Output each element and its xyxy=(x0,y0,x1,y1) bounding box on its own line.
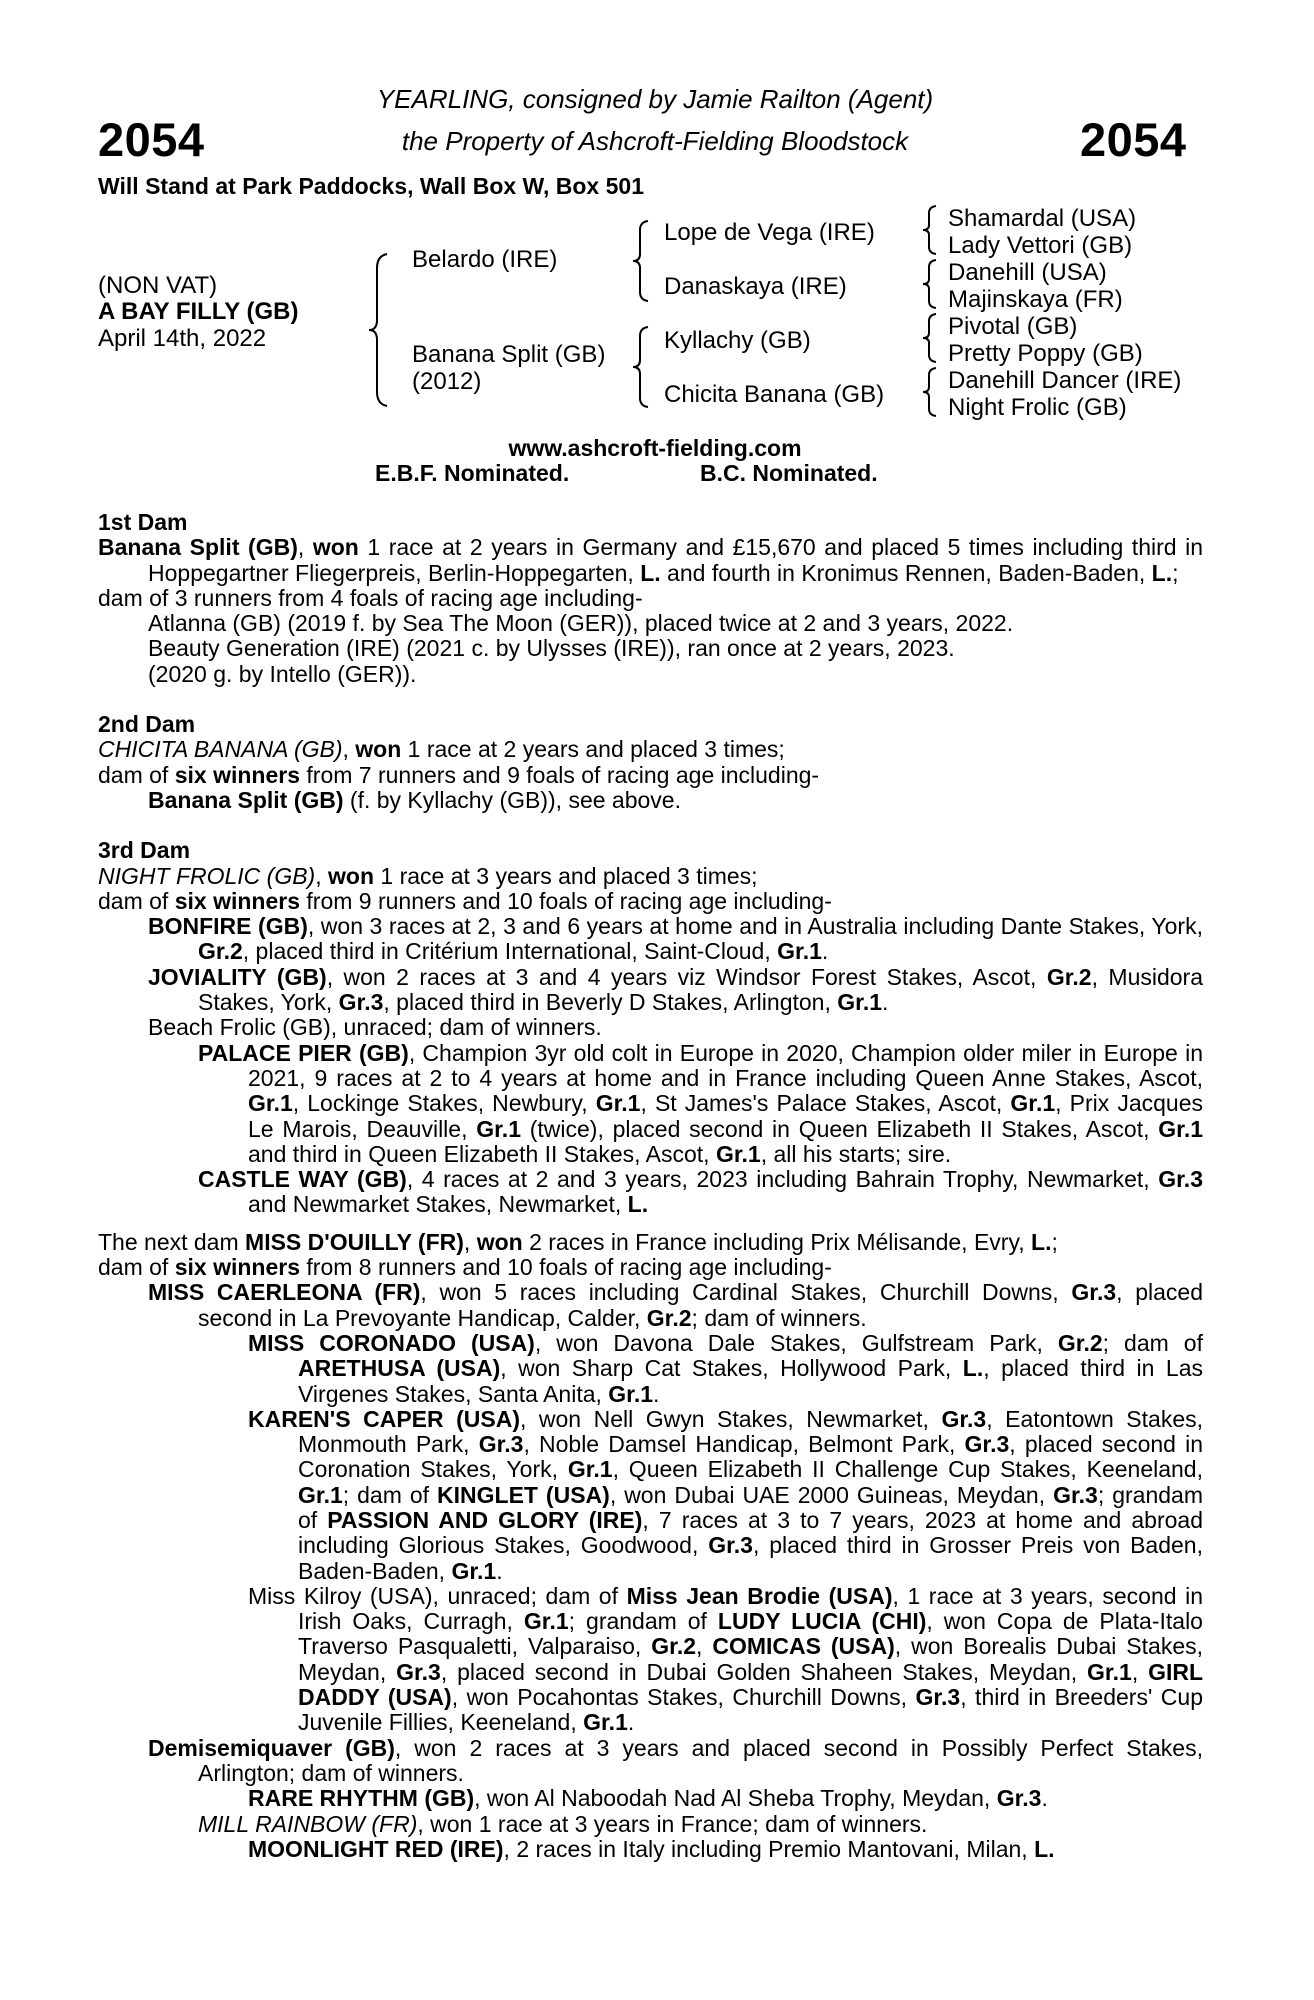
progeny-name: MILL RAINBOW (FR) xyxy=(198,1810,418,1837)
website-link[interactable]: www.ashcroft-fielding.com xyxy=(508,435,802,461)
first-dam-dam-of: dam of 3 runners from 4 foals of racing age including- xyxy=(98,584,643,611)
first-dam-entry: Banana Split (GB), won 1 race at 2 years in Germany and £15,670 and placed 5 times including third in Hoppegartner Fliegerpreis, Berlin-Hoppegarten, L. and fourth in Kronimus Rennen, Baden-Baden, L.; xyxy=(98,534,1204,586)
first-dam-text: 1 race at 2 years in Germany and £15,670 and placed 5 times including third in Hoppegartner Fliegerpreis, Berlin-Hoppegarten, xyxy=(148,534,1204,586)
first-dam-text: and fourth in Kronimus Rennen, Baden-Baden, xyxy=(660,559,1152,586)
next-dam-dam-of: dam of six winners from 8 runners and 10 foals of racing age including- xyxy=(98,1254,832,1281)
progeny-name: RARE RHYTHM (GB) xyxy=(248,1785,475,1812)
pedigree-sire: Belardo (IRE) xyxy=(412,246,558,273)
foaling-date: April 14th, 2022 xyxy=(98,325,267,352)
won-label: won xyxy=(355,736,402,763)
winners-count: six winners xyxy=(174,761,300,788)
progeny-name: PASSION AND GLORY (IRE) xyxy=(327,1506,643,1533)
third-dam-entry: NIGHT FROLIC (GB), won 1 race at 3 years and placed 3 times; xyxy=(98,862,758,889)
listed-label: L. xyxy=(1151,559,1173,586)
pedigree-brace-main xyxy=(365,250,393,410)
won-label: won xyxy=(476,1228,523,1255)
pedigree-brace-sire xyxy=(630,218,652,304)
progeny-entry: RARE RHYTHM (GB), won Al Naboodah Nad Al Sheba Trophy, Meydan, Gr.3. xyxy=(248,1785,1048,1812)
pedigree-ssd: Lady Vettori (GB) xyxy=(948,232,1133,259)
pedigree-sd: Danaskaya (IRE) xyxy=(664,273,847,300)
first-dam-heading: 1st Dam xyxy=(98,509,188,535)
property-line: the Property of Ashcroft-Fielding Bloodstock xyxy=(401,126,909,156)
consignment-line: YEARLING, consigned by Jamie Railton (Agent) xyxy=(376,84,934,114)
listed-label: L. xyxy=(640,559,661,586)
progeny-name: MISS CAERLEONA (FR) xyxy=(148,1279,421,1306)
third-dam-name: NIGHT FROLIC (GB) xyxy=(98,862,316,889)
next-dam-name: MISS D'OUILLY (FR) xyxy=(245,1228,464,1255)
third-dam-heading: 3rd Dam xyxy=(98,837,191,864)
progeny-entry: MISS CAERLEONA (FR), won 5 races including Cardinal Stakes, Churchill Downs, Gr.3, placed second in La Prevoyante Handicap, Calder, Gr.2; dam of winners. xyxy=(148,1279,1203,1331)
progeny-entry: CASTLE WAY (GB), 4 races at 2 and 3 years, 2023 including Bahrain Trophy, Newmarket, Gr.3 and Newmarket Stakes, Newmarket, L. xyxy=(198,1166,1203,1218)
winners-count: six winners xyxy=(174,1254,300,1281)
punctuation: ; xyxy=(1172,559,1179,586)
progeny-entry: Demisemiquaver (GB), won 2 races at 3 years and placed second in Possibly Perfect Stakes, Arlington; dam of winners. xyxy=(148,1734,1203,1786)
progeny-name: Miss Jean Brodie (USA) xyxy=(626,1582,893,1609)
first-dam-name: Banana Split (GB) xyxy=(98,534,298,561)
pedigree-brace-dam xyxy=(630,324,652,410)
progeny-name: Demisemiquaver (GB) xyxy=(148,1734,395,1761)
progeny-name: CASTLE WAY (GB) xyxy=(198,1166,407,1193)
progeny-name: BONFIRE (GB) xyxy=(148,913,308,940)
won-label: won xyxy=(312,534,359,561)
pedigree-ddd: Night Frolic (GB) xyxy=(948,394,1127,421)
pedigree-brace-ss xyxy=(920,204,940,256)
progeny-name: LUDY LUCIA (CHI) xyxy=(717,1608,927,1635)
progeny-name: ARETHUSA (USA) xyxy=(298,1355,501,1382)
progeny-entry: Beach Frolic (GB), unraced; dam of winners. xyxy=(148,1014,602,1041)
progeny-entry: KAREN'S CAPER (USA), won Nell Gwyn Stakes, Newmarket, Gr.3, Eatontown Stakes, Monmouth Park, Gr.3, Noble Damsel Handicap, Belmont Park, Gr.3, placed second in Coronation Stakes, York, Gr.1, Queen Elizabeth II Challenge Cup Stakes, Keeneland, Gr.1; dam of KINGLET (USA), won Dubai UAE 2000 Guineas, Meydan, Gr.3; grandam of PASSION AND GLORY (IRE), 7 races at 3 to 7 years, 2023 at home and abroad including Glorious Stakes, Goodwood, Gr.3, placed third in Grosser Preis von Baden, Baden-Baden, Gr.1. xyxy=(248,1405,1204,1584)
progeny-entry: MOONLIGHT RED (IRE), 2 races in Italy including Premio Mantovani, Milan, L. xyxy=(248,1835,1055,1862)
second-dam-name: CHICITA BANANA (GB) xyxy=(98,736,343,763)
next-dam-entry: The next dam MISS D'OUILLY (FR), won 2 races in France including Prix Mélisande, Evry, L.; xyxy=(98,1228,1058,1255)
pedigree-sdd: Majinskaya (FR) xyxy=(948,286,1123,313)
second-dam-entry: CHICITA BANANA (GB), won 1 race at 2 years and placed 3 times; xyxy=(98,736,785,763)
pedigree-brace-dd xyxy=(920,366,940,418)
vat-status: (NON VAT) xyxy=(98,272,218,299)
progeny-name: KINGLET (USA) xyxy=(437,1481,610,1508)
pedigree-dds: Danehill Dancer (IRE) xyxy=(948,367,1182,394)
third-dam-dam-of: dam of six winners from 9 runners and 10 foals of racing age including- xyxy=(98,887,832,914)
progeny-name: PALACE PIER (GB) xyxy=(198,1039,409,1066)
pedigree-dss: Pivotal (GB) xyxy=(948,313,1078,340)
progeny-entry: MILL RAINBOW (FR), won 1 race at 3 years in France; dam of winners. xyxy=(198,1810,928,1837)
progeny-entry: BONFIRE (GB), won 3 races at 2, 3 and 6 years at home and in Australia including Dante Stakes, York, Gr.2, placed third in Critérium International, Saint-Cloud, Gr.1. xyxy=(148,913,1203,965)
progeny-name: KAREN'S CAPER (USA) xyxy=(248,1405,520,1432)
progeny-entry: Banana Split (GB) (f. by Kyllachy (GB)), see above. xyxy=(148,786,681,813)
progeny-entry: Atlanna (GB) (2019 f. by Sea The Moon (GER)), placed twice at 2 and 3 years, 2022. xyxy=(148,610,1014,637)
progeny-entry: (2020 g. by Intello (GER)). xyxy=(148,660,417,687)
pedigree-sss: Shamardal (USA) xyxy=(948,205,1137,232)
pedigree-sds: Danehill (USA) xyxy=(948,259,1107,286)
pedigree-brace-sd xyxy=(920,258,940,310)
horse-name: A BAY FILLY (GB) xyxy=(98,298,299,325)
bc-nomination: B.C. Nominated. xyxy=(700,460,878,486)
catalogue-body xyxy=(98,510,1203,1862)
progeny-name: MISS CORONADO (USA) xyxy=(248,1329,535,1356)
second-dam-heading: 2nd Dam xyxy=(98,711,196,738)
pedigree-ds: Kyllachy (GB) xyxy=(664,327,811,354)
pedigree-dsd: Pretty Poppy (GB) xyxy=(948,340,1143,367)
pedigree-dam: Banana Split (GB) xyxy=(412,341,606,368)
progeny-name: Banana Split (GB) xyxy=(148,786,344,813)
pedigree-ss: Lope de Vega (IRE) xyxy=(664,219,875,246)
progeny-entry: Miss Kilroy (USA), unraced; dam of Miss Jean Brodie (USA), 1 race at 3 years, second in Irish Oaks, Curragh, Gr.1; grandam of LUDY LUCIA (CHI), won Copa de Plata-Italo Traverso Pasqualetti, Valparaiso, Gr.2, COMICAS (USA), won Borealis Dubai Stakes, Meydan, Gr.3, placed second in Dubai Golden Shaheen Stakes, Meydan, Gr.1, GIRL DADDY (USA), won Pocahontas Stakes, Churchill Downs, Gr.3, third in Breeders' Cup Juvenile Fillies, Keeneland, Gr.1. xyxy=(248,1582,1204,1736)
lot-number-right: 2054 xyxy=(1080,113,1187,166)
progeny-entry: MISS CORONADO (USA), won Davona Dale Stakes, Gulfstream Park, Gr.2; dam of ARETHUSA (USA), won Sharp Cat Stakes, Hollywood Park, L., placed third in Las Virgenes Stakes, Santa Anita, Gr.1. xyxy=(248,1329,1203,1407)
progeny-name: GIRL DADDY (USA) xyxy=(298,1658,1204,1711)
second-dam-text: 1 race at 2 years and placed 3 times; xyxy=(401,736,785,763)
ebf-nomination: E.B.F. Nominated. xyxy=(375,460,570,486)
progeny-entry: PALACE PIER (GB), Champion 3yr old colt in Europe in 2020, Champion older miler in Europe in 2021, 9 races at 2 to 4 years at home and in France including Queen Anne Stakes, Ascot, Gr.1, Lockinge Stakes, Newbury, Gr.1, St James's Palace Stakes, Ascot, Gr.1, Prix Jacques Le Marois, Deauville, Gr.1 (twice), placed second in Queen Elizabeth II Stakes, Ascot, Gr.1 and third in Queen Elizabeth II Stakes, Ascot, Gr.1, all his starts; sire. xyxy=(198,1039,1204,1167)
pedigree-dam-year: (2012) xyxy=(412,368,482,395)
lot-number-left: 2054 xyxy=(98,113,205,166)
progeny-name: COMICAS (USA) xyxy=(712,1633,895,1660)
progeny-name: MOONLIGHT RED (IRE) xyxy=(248,1835,504,1862)
progeny-entry: Beauty Generation (IRE) (2021 c. by Ulysses (IRE)), ran once at 2 years, 2023. xyxy=(148,635,955,662)
progeny-name: JOVIALITY (GB) xyxy=(148,963,327,990)
stand-location: Will Stand at Park Paddocks, Wall Box W, Box 501 xyxy=(98,173,644,199)
pedigree-brace-ds xyxy=(920,312,940,364)
pedigree-dd: Chicita Banana (GB) xyxy=(664,381,885,408)
progeny-entry: JOVIALITY (GB), won 2 races at 3 and 4 years viz Windsor Forest Stakes, Ascot, Gr.2, Musidora Stakes, York, Gr.3, placed third in Beverly D Stakes, Arlington, Gr.1. xyxy=(148,963,1203,1016)
winners-count: six winners xyxy=(174,887,300,914)
won-label: won xyxy=(328,862,375,889)
second-dam-dam-of: dam of six winners from 7 runners and 9 foals of racing age including- xyxy=(98,761,820,788)
